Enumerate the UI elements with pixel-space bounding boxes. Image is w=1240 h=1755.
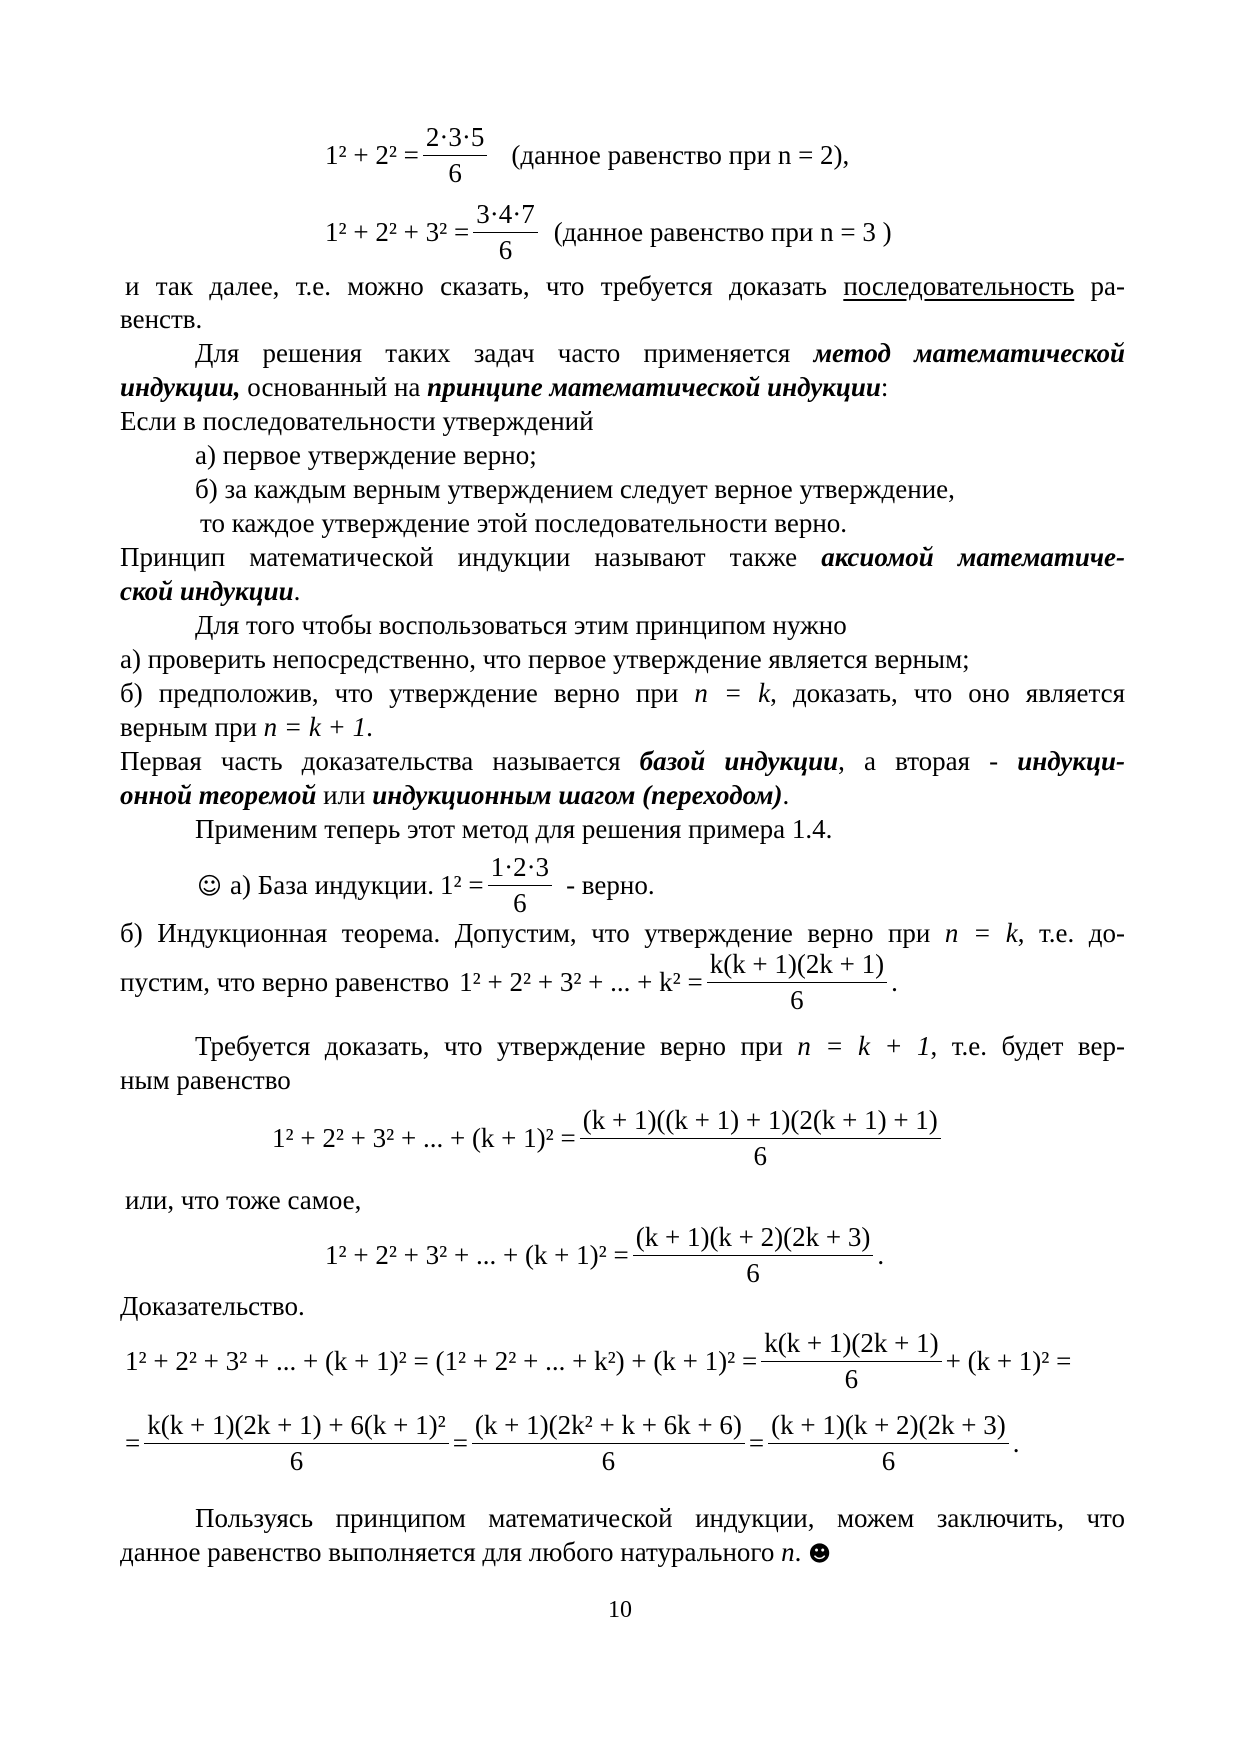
principle-item-b: б) за каждым верным утверждением следует верное утверждение, bbox=[195, 474, 955, 504]
usage-step-b-line1: б) предположив, что утверждение верно при n = k, доказать, что оно является bbox=[120, 678, 1125, 708]
para-conclusion-line1: Пользуясь принципом математической индукции, можем заключить, что bbox=[195, 1503, 1125, 1533]
equation-n3 bbox=[325, 199, 892, 266]
target1-fraction: $\frac{(k + 1)((k + 1) + 1)(2(k + 1) + 1)}{6}$ bbox=[580, 1105, 941, 1172]
equation-target1 bbox=[272, 1105, 945, 1172]
para-required-line2: ным равенство bbox=[120, 1065, 291, 1095]
equation-assume bbox=[120, 949, 898, 1016]
equation-target2 bbox=[325, 1222, 884, 1289]
para-terms-line2: онной теоремой или индукционным шагом (переходом). bbox=[120, 780, 790, 810]
qed-icon: ☻ bbox=[808, 1542, 832, 1567]
para-method-line1: Для решения таких задач часто применяется метод математической bbox=[195, 338, 1126, 368]
usage-step-a: а) проверить непосредственно, что первое утверждение является верным; bbox=[120, 644, 970, 674]
proof1-fraction: $\frac{k(k + 1)(2k + 1)}{6}$ bbox=[761, 1328, 941, 1395]
para-usage-intro: Для того чтобы воспользоваться этим принципом нужно bbox=[195, 610, 847, 640]
eq-n3-lhs: 1² + 2² + 3² = bbox=[325, 217, 470, 248]
para-conclusion-line2: данное равенство выполняется для любого натурального n. ☻ bbox=[120, 1537, 832, 1567]
para-theorem-line1: б) Индукционная теорема. Допустим, что утверждение верно при n = k, т.е. до- bbox=[120, 918, 1125, 948]
smile-icon: ☺ bbox=[197, 871, 223, 900]
assume-lhs: 1² + 2² + 3² + ... + k² = bbox=[459, 967, 703, 998]
proof1-tail: + (k + 1)² = bbox=[945, 1346, 1072, 1377]
proof2-eq2: = bbox=[748, 1428, 765, 1459]
usage-step-b-line2: верным при n = k + 1. bbox=[120, 712, 373, 742]
target2-fraction: $\frac{(k + 1)(k + 2)(2k + 3)}{6}$ bbox=[633, 1222, 874, 1289]
para-axiom-line2: ской индукции. bbox=[120, 576, 301, 606]
base-tail: - верно. bbox=[566, 870, 655, 901]
proof2-fraction2: $\frac{\text{(k + 1)(2k² + k + 6k + 6)}}{6}$ bbox=[472, 1410, 745, 1477]
para-principle-intro: Если в последовательности утверждений bbox=[120, 406, 594, 436]
proof2-tail: . bbox=[1012, 1428, 1020, 1459]
para-required-line1: Требуется доказать, что утверждение верно при n = k + 1, т.е. будет вер- bbox=[195, 1031, 1125, 1061]
base-label: а) База индукции. bbox=[230, 870, 434, 901]
proof-heading: Доказательство. bbox=[120, 1291, 305, 1321]
assume-intro: пустим, что верно равенство bbox=[120, 967, 450, 998]
para-sequence-line2: венств. bbox=[120, 304, 203, 334]
eq-n2-note: (данное равенство при n = 2), bbox=[511, 140, 850, 171]
proof2-eq1: = bbox=[452, 1428, 468, 1459]
page-number: 10 bbox=[608, 1597, 632, 1623]
assume-tail: . bbox=[891, 967, 898, 998]
eq-n2-fraction: $\frac{2\cdot 3\cdot 5}{6}$ bbox=[423, 122, 487, 189]
proof1-lhs: 1² + 2² + 3² + ... + (k + 1)² = (1² + 2² + ... + k²) + (k + 1)² = bbox=[125, 1346, 758, 1377]
para-terms-line1: Первая часть доказательства называется базой индукции, а вторая - индукци- bbox=[120, 746, 1126, 776]
eq-n3-note: (данное равенство при n = 3 ) bbox=[553, 217, 892, 248]
para-method-line2: индукции, основанный на принципе математической индукции: bbox=[120, 372, 889, 402]
base-lhs: 1² = bbox=[440, 870, 484, 901]
equation-proof2 bbox=[125, 1410, 1020, 1477]
proof2-lead: = bbox=[125, 1428, 141, 1459]
assume-fraction: $\frac{k(k + 1)(2k + 1)}{6}$ bbox=[707, 949, 887, 1016]
para-axiom-line1: Принцип математической индукции называют также аксиомой математиче- bbox=[120, 542, 1125, 572]
base-fraction: $\frac{1\cdot 2\cdot 3}{6}$ bbox=[488, 852, 552, 919]
equation-n2 bbox=[325, 122, 849, 189]
para-sequence-line1: и так далее, т.е. можно сказать, что требуется доказать последовательность ра- bbox=[125, 271, 1126, 301]
para-apply: Применим теперь этот метод для решения примера 1.4. bbox=[195, 814, 833, 844]
eq-n2-lhs: 1² + 2² = bbox=[325, 140, 419, 171]
para-or-same: или, что тоже самое, bbox=[125, 1185, 362, 1215]
target2-lhs: 1² + 2² + 3² + ... + (k + 1)² = bbox=[325, 1240, 629, 1271]
principle-item-a: а) первое утверждение верно; bbox=[195, 440, 537, 470]
target2-tail: . bbox=[877, 1240, 885, 1271]
principle-conclusion: то каждое утверждение этой последовательности верно. bbox=[200, 508, 848, 538]
proof2-fraction1: $\frac{\text{k(k + 1)(2k + 1) + 6(k + 1)²}}{6}$ bbox=[144, 1410, 448, 1477]
equation-proof1 bbox=[125, 1328, 1071, 1395]
proof2-fraction3: $\frac{(k + 1)(k + 2)(2k + 3)}{6}$ bbox=[768, 1410, 1009, 1477]
eq-n3-fraction: $\frac{3\cdot 4\cdot 7}{6}$ bbox=[473, 199, 537, 266]
target1-lhs: 1² + 2² + 3² + ... + (k + 1)² = bbox=[272, 1123, 576, 1154]
equation-base bbox=[197, 852, 655, 919]
